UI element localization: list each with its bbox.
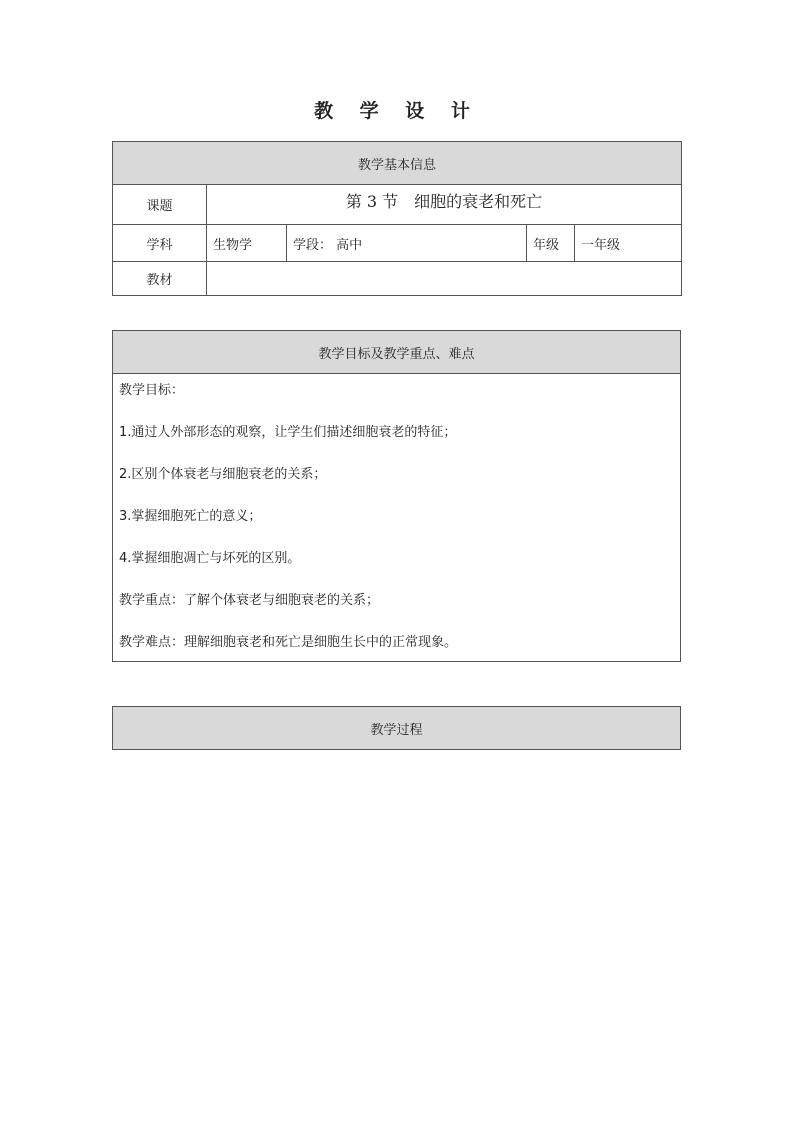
objectives-body bbox=[113, 374, 681, 662]
grade-value: 一年级 bbox=[575, 225, 682, 262]
objective-item: 2.区别个体衰老与细胞衰老的关系； bbox=[119, 467, 327, 482]
stage-label: 学段： bbox=[293, 237, 333, 253]
stage-cell bbox=[287, 225, 527, 262]
objectives-table bbox=[112, 330, 681, 662]
objective-item: 3.掌握细胞死亡的意义； bbox=[119, 509, 262, 524]
textbook-value bbox=[207, 262, 682, 296]
objective-item: 4.掌握细胞凋亡与坏死的区别。 bbox=[119, 551, 301, 566]
page-title: 教 学 设 计 bbox=[314, 100, 480, 122]
process-table bbox=[112, 706, 681, 750]
objective-item: 1.通过人外部形态的观察，让学生们描述细胞衰老的特征； bbox=[119, 425, 457, 440]
textbook-label: 教材 bbox=[113, 262, 207, 296]
topic-value: 第 3 节 细胞的衰老和死亡 bbox=[207, 185, 682, 225]
difficult-point: 教学难点：理解细胞衰老和死亡是细胞生长中的正常现象。 bbox=[119, 635, 458, 650]
objectives-header: 教学目标及教学重点、难点 bbox=[113, 331, 681, 374]
basic-info-table bbox=[112, 141, 682, 296]
key-point: 教学重点：了解个体衰老与细胞衰老的关系； bbox=[119, 593, 380, 608]
process-header: 教学过程 bbox=[113, 707, 681, 750]
grade-label: 年级 bbox=[527, 225, 575, 262]
subject-value: 生物学 bbox=[207, 225, 287, 262]
objectives-intro: 教学目标： bbox=[119, 383, 185, 398]
stage-value: 高中 bbox=[336, 237, 363, 253]
subject-label: 学科 bbox=[113, 225, 207, 262]
basic-info-header: 教学基本信息 bbox=[113, 142, 682, 185]
topic-label: 课题 bbox=[113, 185, 207, 225]
